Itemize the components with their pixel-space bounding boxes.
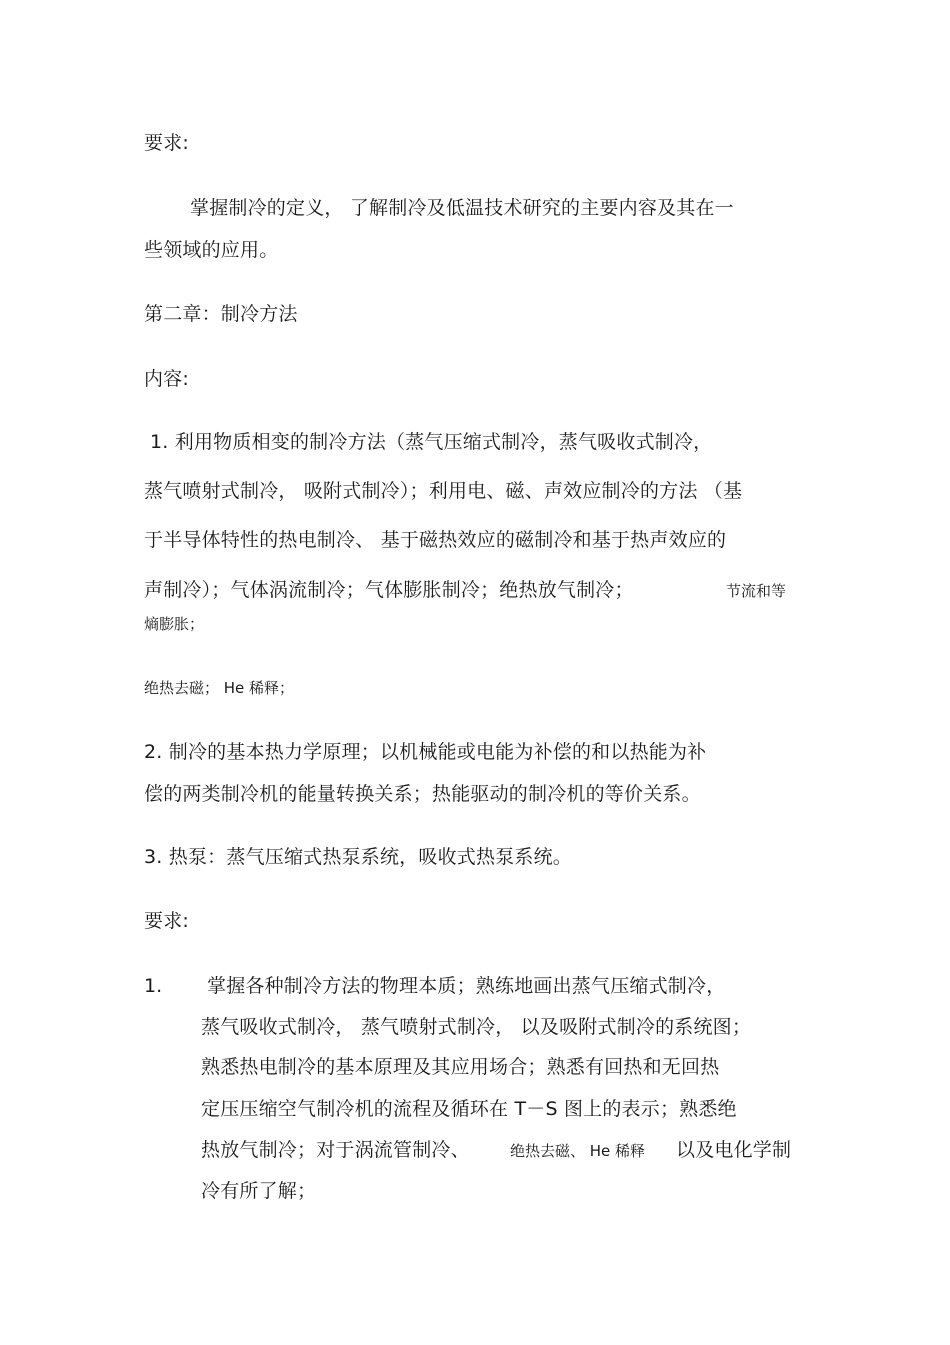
content-item-3-line-1: 3. 热泵：蒸气压缩式热泵系统，吸收式热泵系统。 bbox=[144, 846, 572, 868]
requirements-2-heading: 要求: bbox=[144, 910, 190, 932]
requirements-2-item-1-line-3: 熟悉热电制冷的基本原理及其应用场合；熟悉有回热和无回热 bbox=[201, 1056, 720, 1078]
requirements-2-item-1-line-4: 定压压缩空气制冷机的流程及循环在 T－S 图上的表示；熟悉绝 bbox=[201, 1098, 737, 1120]
requirements-heading: 要求: bbox=[144, 132, 190, 154]
requirements-2-item-1-line-2: 蒸气吸收式制冷， 蒸气喷射式制冷， 以及吸附式制冷的系统图； bbox=[201, 1016, 752, 1038]
requirements-2-item-1-line-5a: 热放气制冷；对于涡流管制冷、 bbox=[201, 1139, 470, 1161]
content-item-1-line-3: 于半导体特性的热电制冷、 基于磁热效应的磁制冷和基于热声效应的 bbox=[144, 529, 727, 551]
content-item-1-line-5-small: 熵膨胀； bbox=[144, 615, 205, 633]
content-item-1-line-2: 蒸气喷射式制冷， 吸附式制冷）；利用电、磁、声效应制冷的方法 （基 bbox=[144, 480, 743, 502]
content-item-1-line-1: 1. 利用物质相变的制冷方法（蒸气压缩式制冷，蒸气吸收式制冷， bbox=[150, 431, 713, 453]
content-item-1-line-6-small: 绝热去磁； He 稀释； bbox=[144, 679, 295, 697]
requirements-line-1: 掌握制冷的定义， 了解制冷及低温技术研究的主要内容及其在一 bbox=[190, 197, 734, 219]
content-item-2-line-2: 偿的两类制冷机的能量转换关系；热能驱动的制冷机的等价关系。 bbox=[144, 783, 701, 805]
content-item-2-line-1: 2. 制冷的基本热力学原理；以机械能或电能为补偿的和以热能为补 bbox=[144, 741, 707, 763]
requirements-2-item-1-line-6: 冷有所了解； bbox=[201, 1180, 317, 1202]
chapter-title: 第二章：制冷方法 bbox=[144, 303, 298, 325]
content-item-1-line-4-small: 节流和等 bbox=[726, 582, 787, 600]
requirements-line-2: 些领域的应用。 bbox=[144, 239, 279, 261]
content-heading: 内容: bbox=[144, 368, 190, 390]
requirements-2-item-1-line-5c: 以及电化学制 bbox=[676, 1139, 792, 1161]
requirements-2-item-1-line-5b: 绝热去磁、 He 稀释 bbox=[510, 1142, 646, 1160]
requirements-2-item-1-line-1: 掌握各种制冷方法的物理本质；熟练地画出蒸气压缩式制冷， bbox=[207, 975, 726, 997]
requirements-2-item-1-number: 1. bbox=[144, 975, 163, 997]
content-item-1-line-4: 声制冷）；气体涡流制冷；气体膨胀制冷；绝热放气制冷； bbox=[144, 579, 634, 601]
